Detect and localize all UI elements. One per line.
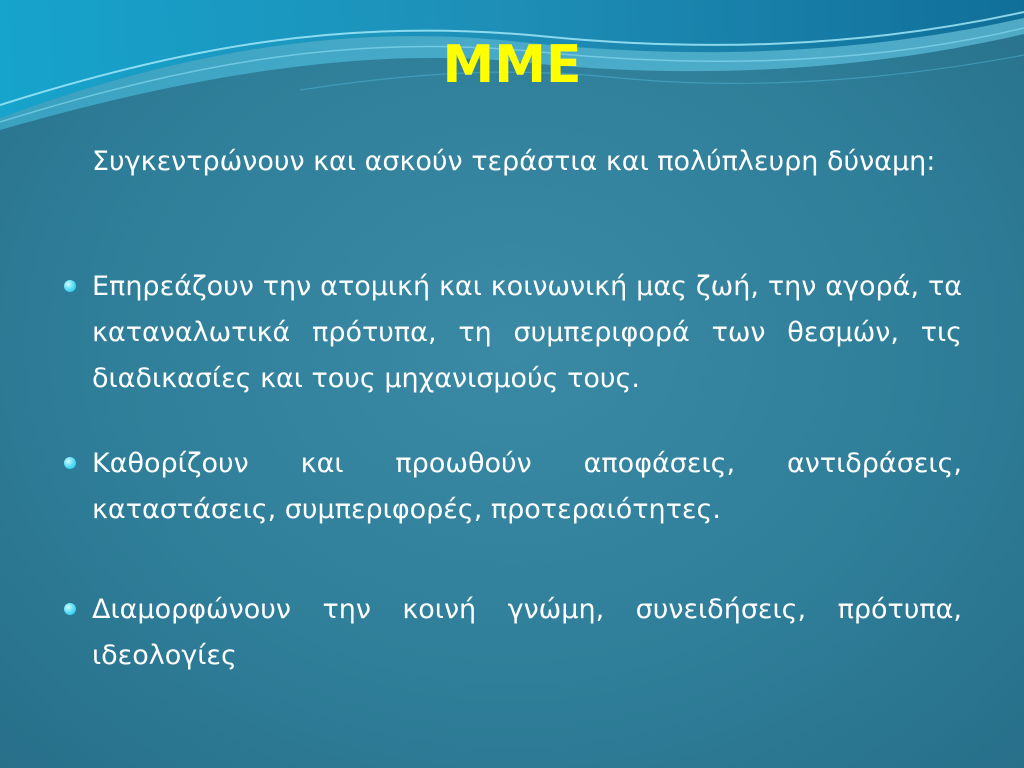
bullet-item (92, 264, 962, 402)
bullet-dot-icon (64, 603, 76, 615)
bullet-item (92, 587, 962, 679)
bullet-dot-icon (64, 457, 76, 469)
bullet-item (92, 441, 962, 533)
slide-title: ΜΜΕ (442, 35, 582, 95)
bullet-text: Καθορίζουν και προωθούν αποφάσεις, αντιδράσεις, καταστάσεις, συμπεριφορές, προτεραιότητες. (92, 448, 962, 525)
bullet-text: Διαμορφώνουν την κοινή γνώμη, συνειδήσεις, πρότυπα, ιδεολογίες (92, 594, 962, 671)
bullet-text: Επηρεάζουν την ατομική και κοινωνική μας ζωή, την αγορά, τα καταναλωτικά πρότυπα, τη συμπεριφορά των θεσμών, τις διαδικασίες και τους μηχανισμούς τους. (92, 271, 962, 394)
intro-text: Συγκεντρώνουν και ασκούν τεράστια και πολύπλευρη δύναμη: (92, 146, 936, 177)
bullet-dot-icon (64, 280, 76, 292)
